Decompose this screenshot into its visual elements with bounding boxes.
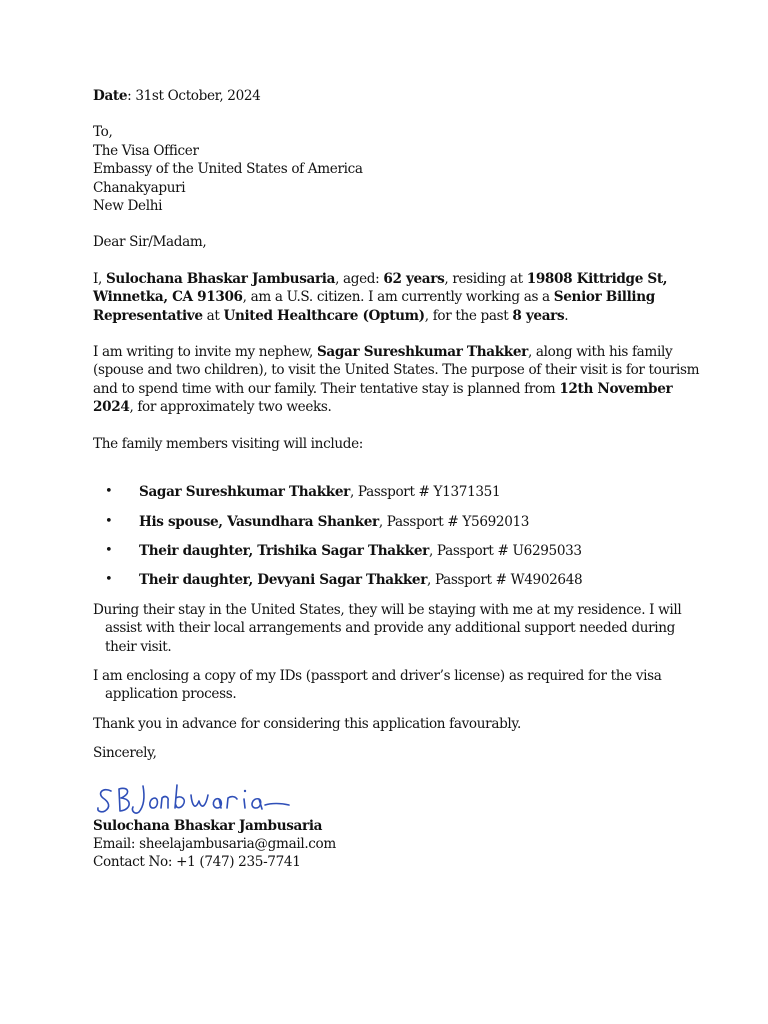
- member-passport: , Passport # U6295033: [428, 542, 582, 559]
- text-run: at: [202, 307, 224, 324]
- list-item: [93, 571, 708, 589]
- text-run: I,: [93, 270, 106, 287]
- bullet-icon: •: [105, 513, 113, 529]
- address-line: To,: [93, 124, 113, 141]
- date-label: Date: [93, 88, 128, 104]
- signer-name: [93, 817, 708, 835]
- signer-email: Email: sheelajambusaria@gmail.com: [93, 835, 336, 852]
- member-passport: , Passport # Y5692013: [378, 513, 530, 530]
- address-line: New Delhi: [93, 198, 163, 215]
- paragraph-invitation: [93, 343, 708, 417]
- member-name: Sagar Sureshkumar Thakker: [139, 484, 350, 501]
- bullet-icon: •: [105, 542, 113, 558]
- member-name: Their daughter, Trishika Sagar Thakker: [139, 542, 429, 559]
- text-run: .: [564, 307, 569, 324]
- text-run: , am a U.S. citizen. I am currently working as a: [242, 289, 554, 306]
- address-line: Chanakyapuri: [93, 179, 186, 196]
- inviter-address: 19808 Kittridge St, Winnetka, CA 91306: [93, 270, 668, 306]
- text-run: , aged:: [335, 270, 384, 287]
- paragraph-enclosure: I am enclosing a copy of my IDs (passport and driver’s license) as required for the visa application process.: [93, 667, 662, 703]
- thanks-line: Thank you in advance for considering this application favourably.: [93, 715, 521, 732]
- handwritten-signature: [95, 781, 325, 817]
- member-name: His spouse, Vasundhara Shanker: [139, 513, 379, 530]
- inviter-age: 62 years: [383, 270, 445, 287]
- address-line: The Visa Officer: [93, 142, 199, 159]
- signature-drawing: [95, 781, 325, 817]
- inviter-position: Senior Billing Representative: [93, 289, 655, 324]
- closing: Sincerely,: [93, 745, 157, 762]
- paragraph-introduction: [93, 270, 708, 325]
- bullet-icon: •: [105, 572, 113, 588]
- family-members-list: [93, 483, 708, 590]
- list-item: [93, 483, 708, 501]
- text-run: , residing at: [444, 270, 527, 287]
- member-passport: , Passport # W4902648: [427, 572, 583, 589]
- signer-phone: Contact No: +1 (747) 235-7741: [93, 854, 301, 871]
- recipient-address: [93, 123, 708, 215]
- text-run: I am writing to invite my nephew,: [93, 344, 317, 361]
- member-passport: , Passport # Y1371351: [349, 484, 501, 501]
- inviter-employer: United Healthcare (Optum): [223, 307, 425, 324]
- bullet-icon: •: [105, 484, 113, 500]
- list-item: [93, 542, 708, 560]
- visit-date: 12th November 2024: [93, 380, 673, 416]
- signer-name-text: Sulochana Bhaskar Jambusaria: [93, 817, 323, 834]
- salutation: Dear Sir/Madam,: [93, 234, 207, 251]
- member-name: Their daughter, Devyani Sagar Thakker: [139, 572, 428, 589]
- list-item: [93, 513, 708, 531]
- text-run: , for approximately two weeks.: [129, 399, 332, 416]
- signer-block: [93, 817, 708, 872]
- inviter-name: Sulochana Bhaskar Jambusaria: [105, 270, 336, 287]
- address-line: Embassy of the United States of America: [93, 161, 363, 178]
- members-intro: The family members visiting will include:: [93, 435, 364, 452]
- date-value: : 31st October, 2024: [127, 88, 261, 104]
- letter-date: [93, 87, 708, 105]
- invitee-name: Sagar Sureshkumar Thakker: [316, 344, 528, 361]
- text-run: , along with his family (spouse and two children), to visit the United States. The purpose of their visit is for tourism and to spend time with our family. Their tentative stay is planned from: [93, 344, 700, 397]
- paragraph-stay: During their stay in the United States, they will be staying with me at my residence. I will assist with their local arrangements and provide any additional support needed during their visit.: [93, 601, 682, 655]
- employment-duration: 8 years: [512, 307, 565, 324]
- text-run: , for the past: [424, 307, 513, 324]
